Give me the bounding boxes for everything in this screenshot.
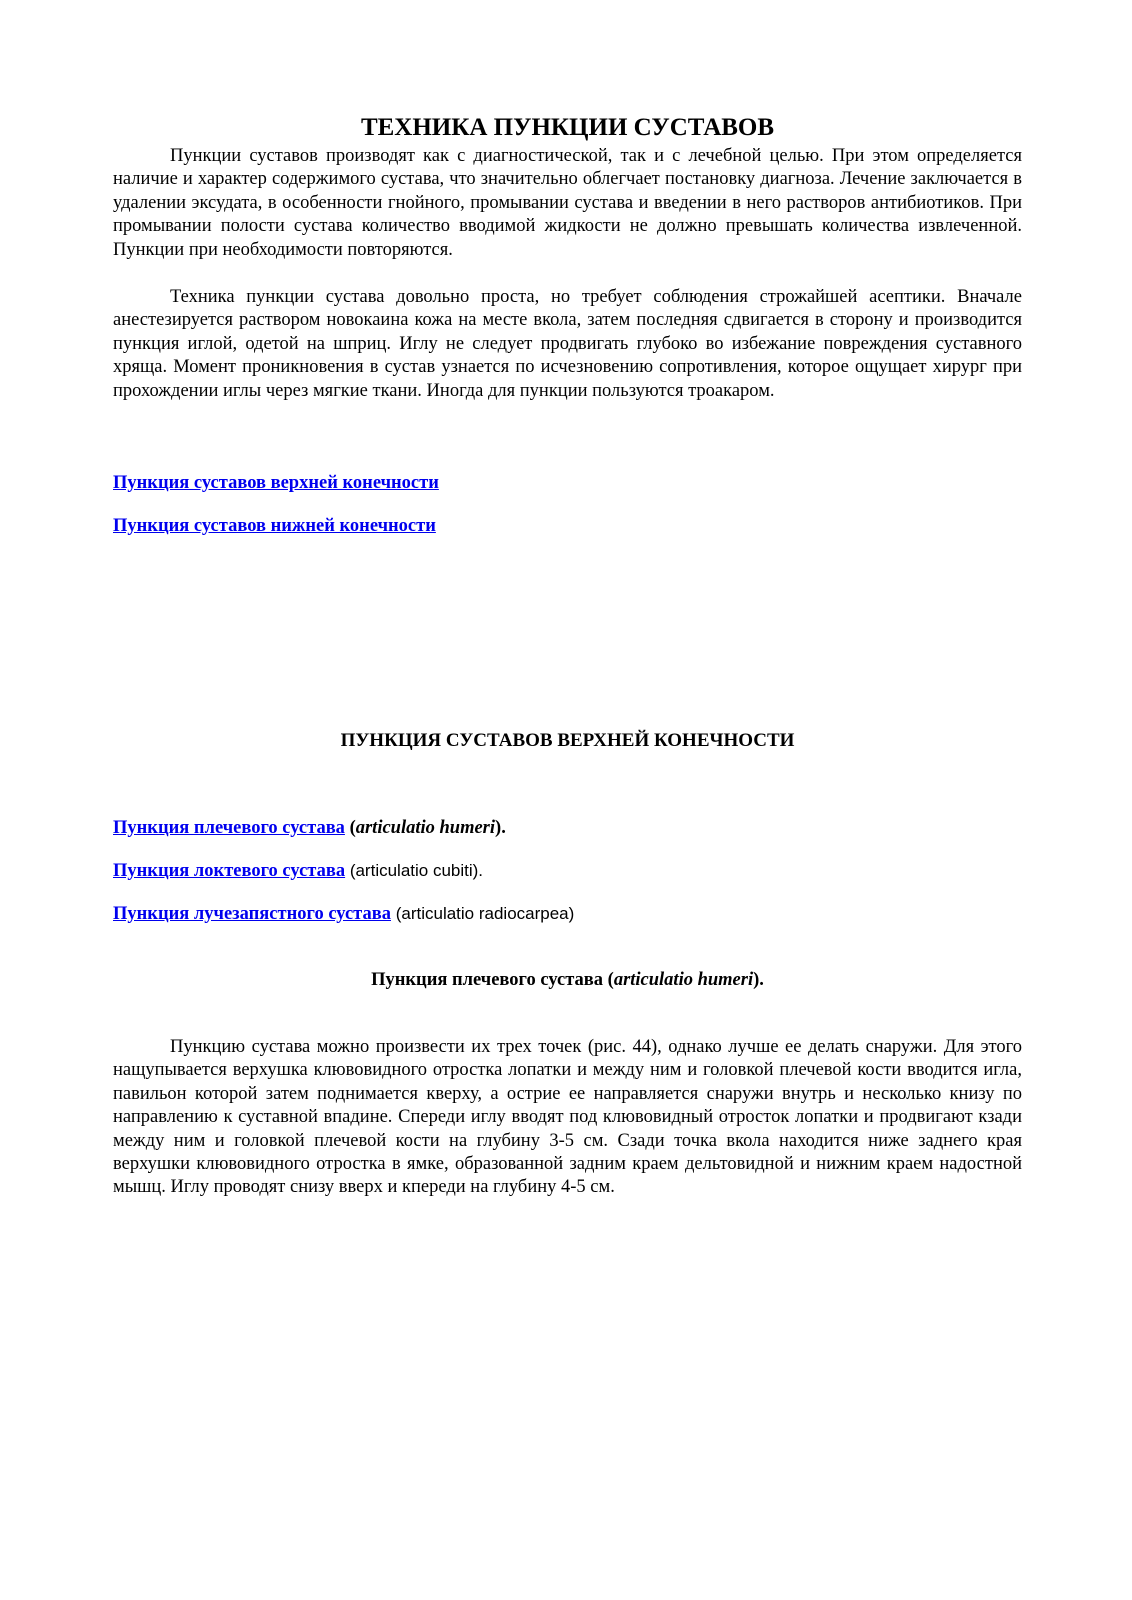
link-elbow-joint[interactable]: Пункция локтевого сустава [113,861,346,881]
elbow-latin-note: (articulatio cubiti). [345,861,484,880]
shoulder-heading-text: Пункция плечевого сустава ( [371,970,614,990]
shoulder-heading-end: ). [753,970,764,990]
shoulder-paren-close: ). [495,818,506,838]
shoulder-paren-open: ( [344,818,356,838]
shoulder-heading-latin: articulatio humeri [613,970,754,990]
intro-paragraph-2: Техника пункции сустава довольно проста, но требует соблюдения строжайшей асептики. Вначале анестезируется раствором новокаина кожа на месте вкола, затем последняя сдвигается в сторону и производится пункция иглой, одетой на шприц. Иглу не следует продвигать глубоко во избежание повреждения суставного хряща. Момент проникновения в сустав узнается по исчезновению сопротивления, которое ощущает хирург при прохождении иглы через мягкие ткани. Иногда для пункции пользуются троакаром. [113,287,1022,401]
wrist-latin-note: (articulatio radiocarpea) [390,904,575,923]
list-item-elbow [113,859,1022,883]
section-heading-upper-limb: ПУНКЦИЯ СУСТАВОВ ВЕРХНЕЙ КОНЕЧНОСТИ [340,730,795,751]
shoulder-latin-term: articulatio humeri [355,818,496,838]
link-wrist-joint[interactable]: Пункция лучезапястного сустава [113,904,391,924]
list-item-shoulder [113,816,1022,840]
nav-link-line-lower [113,514,1022,538]
link-upper-limb-joints[interactable]: Пункция суставов верхней конечности [113,473,439,493]
list-item-wrist [113,902,1022,926]
link-shoulder-joint[interactable]: Пункция плечевого сустава [113,818,345,838]
shoulder-paragraph: Пункцию сустава можно произвести их трех точек (рис. 44), однако лучше ее делать снаружи. Для этого нащупывается верхушка клювовидного отростка лопатки и между ним и головкой плечевой кости вводится игла, павильон которой затем поднимается кверху, а острие ее направляется снаружи внутрь и несколько книзу по направлению к суставной впадине. Спереди иглу вводят под клювовидный отросток лопатки и продвигают кзади между ним и головкой плечевой кости на глубину 3-5 см. Сзади точка вкола находится ниже заднего края верхушки клювовидного отростка в ямке, образованной задним краем дельтовидной и нижним краем надостной мышц. Иглу проводят снизу вверх и кпереди на глубину 4-5 см. [113,1037,1022,1198]
intro-paragraph-1: Пункции суставов производят как с диагностической, так и с лечебной целью. При этом определяется наличие и характер содержимого сустава, что значительно облегчает постановку диагноза. Лечение заключается в удалении эксудата, в особенности гнойного, промывании сустава и введении в него растворов антибиотиков. При промывании полости сустава количество вводимой жидкости не должно превышать количества извлеченной. Пункции при необходимости повторяются. [113,146,1022,260]
link-lower-limb-joints[interactable]: Пункция суставов нижней конечности [113,516,436,536]
section-heading-shoulder [113,967,1022,993]
page-title: ТЕХНИКА ПУНКЦИИ СУСТАВОВ [360,114,775,141]
nav-link-line-upper [113,471,1022,495]
